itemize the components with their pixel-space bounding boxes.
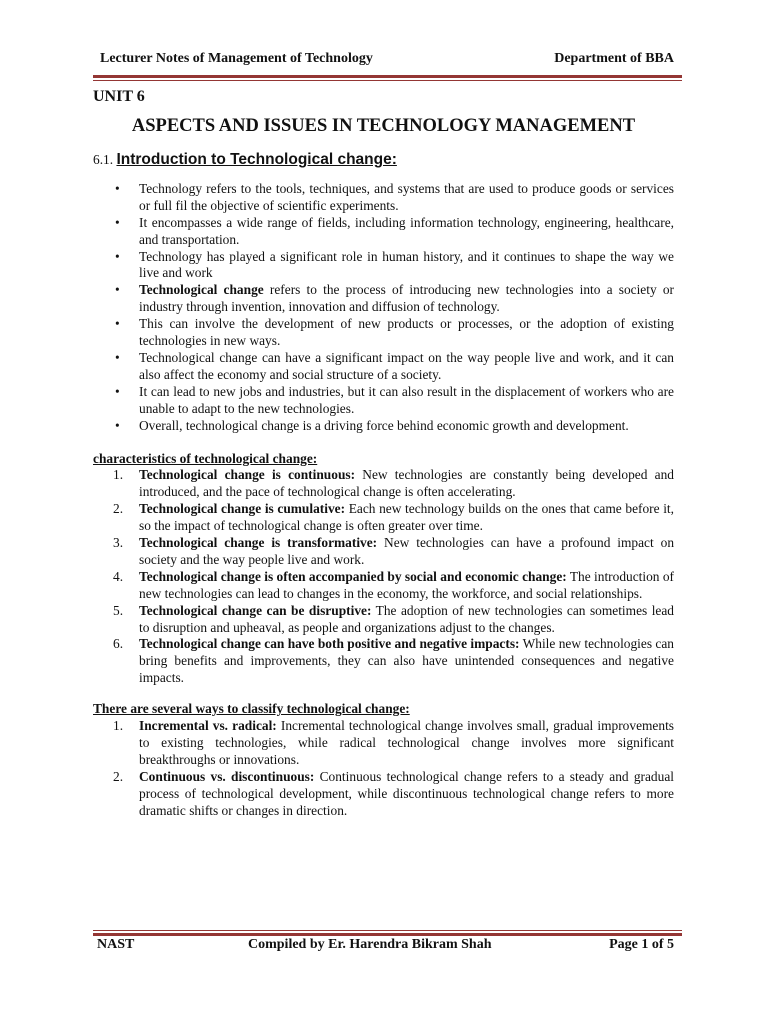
section-heading <box>93 152 674 169</box>
item-text: The introduction of new technologies can lead to changes in the economy, the workforce, and social relationships. <box>139 568 674 601</box>
item-bold-lead: Technological change is transformative: <box>139 535 378 551</box>
section-number: 6.1. <box>93 152 114 167</box>
characteristic-item <box>93 467 674 501</box>
item-text: Incremental technological change involves small, gradual improvements to existing technologies, while radical technological change involves more significant breakthroughs or innovations. <box>139 718 674 767</box>
classify-item <box>93 718 674 769</box>
characteristic-item <box>93 603 674 637</box>
item-bold-lead: Technological change can have both positive and negative impacts: <box>139 636 520 652</box>
item-bold-lead: Technological change can be disruptive: <box>139 602 372 618</box>
characteristic-item <box>93 535 674 569</box>
bullet-marker: • <box>115 383 120 399</box>
bullet-marker: • <box>115 180 120 196</box>
item-bold-lead: Technological change <box>139 282 264 298</box>
bullet-item <box>93 282 674 316</box>
unit-label: UNIT 6 <box>93 88 145 105</box>
item-bold-lead: Technological change is often accompanied by social and economic change: <box>139 568 567 584</box>
classify-item <box>93 769 674 820</box>
item-text: New technologies can have a profound impact on society and the way people live and work. <box>139 535 675 567</box>
item-number: 2. <box>113 768 124 784</box>
item-text: Technology refers to the tools, techniques, and systems that are used to produce goods or services or full fil the objective of scientific experiments. <box>139 180 674 213</box>
item-text: It can lead to new jobs and industries, but it can also result in the displacement of workers who are unable to adapt to the new technologies. <box>139 383 674 416</box>
item-bold-lead: Technological change is cumulative: <box>139 501 346 517</box>
page-footer <box>97 936 674 954</box>
item-text: It encompasses a wide range of fields, including information technology, engineering, healthcare, and transportation. <box>139 214 674 247</box>
item-number: 2. <box>113 501 124 517</box>
intro-bullet-list <box>93 181 674 435</box>
item-number: 1. <box>113 718 124 734</box>
item-number: 1. <box>113 467 124 483</box>
bullet-item <box>93 181 674 215</box>
characteristic-item <box>93 501 674 535</box>
bullet-item <box>93 350 674 384</box>
item-text: Continuous technological change refers to a steady and gradual process of technological development, while discontinuous technological change refers to more dramatic shifts or changes in direction. <box>139 768 674 818</box>
section-title: Introduction to Technological change: <box>116 151 397 168</box>
item-bold-lead: Technological change is continuous: <box>139 467 356 483</box>
characteristics-heading: characteristics of technological change: <box>93 450 318 466</box>
bullet-marker: • <box>115 316 120 332</box>
item-text: Overall, technological change is a driving force behind economic growth and development. <box>139 417 629 433</box>
item-number: 6. <box>113 636 124 652</box>
item-text: While new technologies can bring benefits and improvements, they can also have unintended consequences and negative impacts. <box>139 636 674 686</box>
bullet-item <box>93 249 674 283</box>
classify-list <box>93 718 674 819</box>
item-text: refers to the process of introducing new technologies into a society or industry through invention, innovation and diffusion of technology. <box>139 282 674 315</box>
bullet-marker: • <box>115 248 120 264</box>
header-course-title: Lecturer Notes of Management of Technology <box>100 51 373 66</box>
bullet-item <box>93 384 674 418</box>
item-number: 3. <box>113 535 124 551</box>
bullet-item <box>93 418 674 435</box>
item-number: 5. <box>113 602 124 618</box>
classify-heading: There are several ways to classify technological change: <box>93 701 410 717</box>
item-number: 4. <box>113 568 124 584</box>
bullet-marker: • <box>115 282 120 298</box>
header-department: Department of BBA <box>554 51 674 66</box>
item-bold-lead: Incremental vs. radical: <box>139 718 277 734</box>
page-title: ASPECTS AND ISSUES IN TECHNOLOGY MANAGEMENT <box>131 116 636 136</box>
characteristic-item <box>93 636 674 687</box>
bullet-item <box>93 215 674 249</box>
bullet-item <box>93 316 674 350</box>
page-content <box>93 86 674 820</box>
characteristic-item <box>93 569 674 603</box>
item-text: The adoption of new technologies can sometimes lead to disruption and upheaval, as people and organizations adjust to the changes. <box>139 602 675 635</box>
header-rule <box>93 75 682 81</box>
bullet-marker: • <box>115 349 120 365</box>
bullet-marker: • <box>115 214 120 230</box>
footer-author: Compiled by Er. Harendra Bikram Shah <box>248 937 492 952</box>
footer-institution: NAST <box>97 937 135 952</box>
footer-page-number: Page 1 of 5 <box>609 937 674 952</box>
item-text: Technological change can have a significant impact on the way people live and work, and it can also affect the economy and social structure of a society. <box>139 349 674 382</box>
item-text: Each new technology builds on the ones that came before it, so the impact of technological change is often greater over time. <box>139 501 674 534</box>
characteristics-list <box>93 467 674 687</box>
item-text: This can involve the development of new products or processes, or the adoption of existing technologies in new ways. <box>139 316 674 349</box>
page-header <box>100 50 674 68</box>
item-text: New technologies are constantly being developed and introduced, and the pace of technological change is often accelerating. <box>139 467 674 500</box>
item-text: Technology has played a significant role in human history, and it continues to shape the way we live and work <box>139 248 674 281</box>
bullet-marker: • <box>115 417 120 433</box>
item-bold-lead: Continuous vs. discontinuous: <box>139 768 315 784</box>
